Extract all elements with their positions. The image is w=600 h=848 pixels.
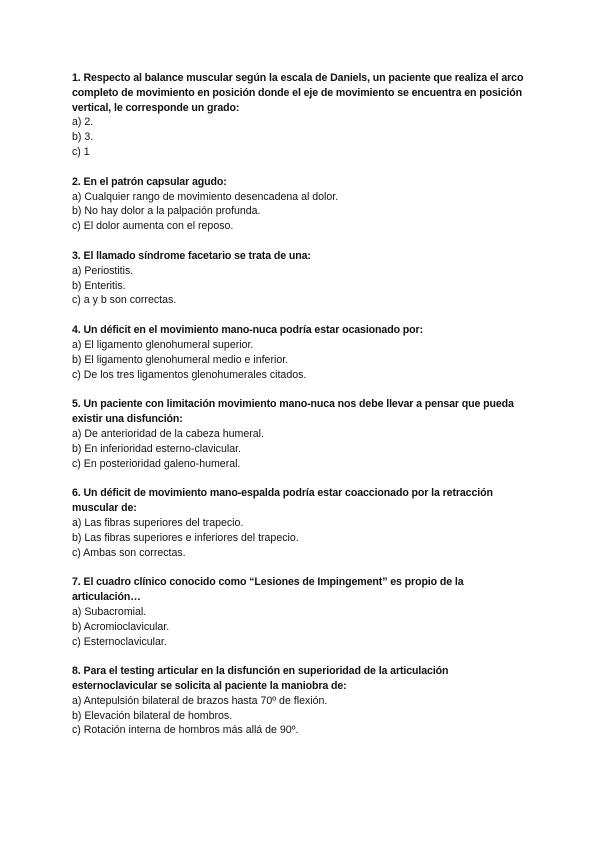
question-1: [72, 71, 532, 160]
option-a: a) Subacromial.: [72, 605, 147, 618]
question-text: 5. Un paciente con limitación movimiento mano-nuca nos debe llevar a pensar que pueda existir una disfunción:: [72, 398, 514, 426]
option-b: b) 3.: [72, 131, 94, 144]
question-text: 8. Para el testing articular en la disfunción en superioridad de la articulación esternoclavicular se solicita al paciente la maniobra de:: [72, 665, 449, 693]
question-2: [72, 175, 532, 234]
question-text: 4. Un déficit en el movimiento mano-nuca podría estar ocasionado por:: [72, 324, 423, 337]
option-c: c) El dolor aumenta con el reposo.: [72, 220, 234, 233]
question-6: [72, 486, 532, 560]
option-c: c) a y b son correctas.: [72, 294, 177, 307]
option-a: a) De anterioridad de la cabeza humeral.: [72, 427, 264, 440]
question-3: [72, 249, 532, 308]
option-c: c) En posterioridad galeno-humeral.: [72, 457, 241, 470]
option-c: c) Rotación interna de hombros más allá de 90º.: [72, 724, 299, 737]
question-text: 6. Un déficit de movimiento mano-espalda podría estar coaccionado por la retracción muscular de:: [72, 487, 493, 515]
option-a: a) 2.: [72, 116, 94, 129]
option-a: a) El ligamento glenohumeral superior.: [72, 338, 254, 351]
option-b: b) No hay dolor a la palpación profunda.: [72, 205, 261, 218]
option-b: b) El ligamento glenohumeral medio e inferior.: [72, 353, 289, 366]
option-c: c) Esternoclavicular.: [72, 635, 167, 648]
question-4: [72, 323, 532, 382]
option-b: b) Las fibras superiores e inferiores del trapecio.: [72, 531, 299, 544]
option-c: c) Ambas son correctas.: [72, 546, 186, 559]
question-text: 3. El llamado síndrome facetario se trata de una:: [72, 249, 311, 262]
option-a: a) Antepulsión bilateral de brazos hasta 70º de flexión.: [72, 694, 328, 707]
option-b: b) Enteritis.: [72, 279, 126, 292]
question-list: [72, 71, 532, 753]
option-c: c) 1: [72, 145, 90, 158]
option-b: b) En inferioridad esterno-clavicular.: [72, 442, 241, 455]
option-a: a) Las fibras superiores del trapecio.: [72, 516, 244, 529]
option-a: a) Periostitis.: [72, 264, 134, 277]
option-b: b) Acromioclavicular.: [72, 620, 170, 633]
option-a: a) Cualquier rango de movimiento desencadena al dolor.: [72, 190, 339, 203]
question-text: 1. Respecto al balance muscular según la escala de Daniels, un paciente que realiza el arco completo de movimiento en posición donde el eje de movimiento se encuentra en posición vertical, le corresponde un grado:: [72, 72, 524, 114]
question-7: [72, 575, 532, 649]
question-5: [72, 397, 532, 471]
option-b: b) Elevación bilateral de hombros.: [72, 709, 233, 722]
question-8: [72, 664, 532, 738]
question-text: 2. En el patrón capsular agudo:: [72, 175, 227, 188]
question-text: 7. El cuadro clínico conocido como “Lesiones de Impingement” es propio de la articulación…: [72, 576, 464, 604]
option-c: c) De los tres ligamentos glenohumerales citados.: [72, 368, 307, 381]
